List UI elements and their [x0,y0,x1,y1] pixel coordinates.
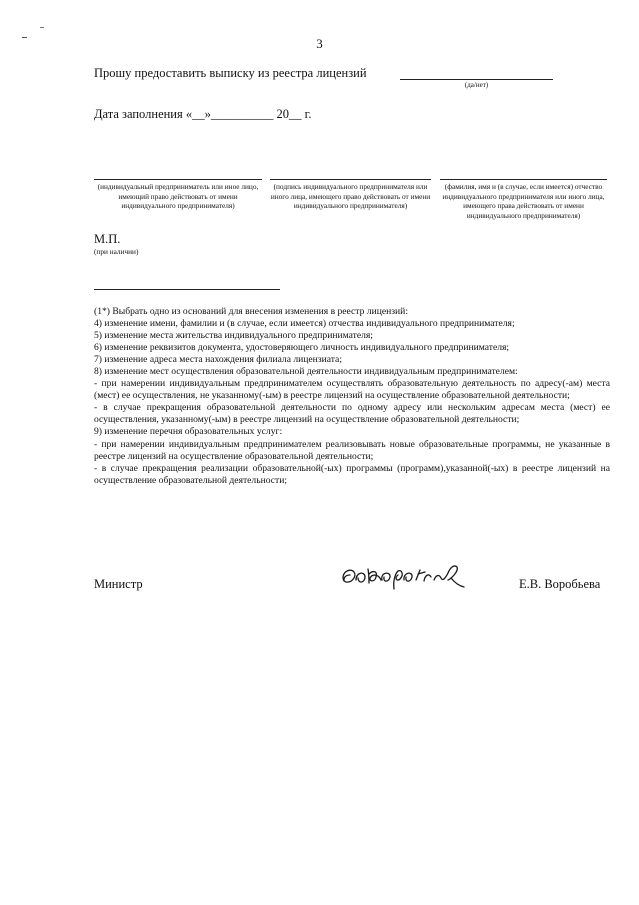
signature-field-line [94,179,262,180]
signature-caption: (подпись индивидуального предпринимателя или иного лица, имеющего право действовать от имени индивидуального предпринимателя) [270,182,431,210]
signer-title: Министр [94,577,143,591]
signature-field-line [440,179,607,180]
footnote-line: 5) изменение места жительства индивидуального предпринимателя; [94,330,373,342]
answer-field-line [400,79,553,80]
extract-request-text: Прошу предоставить выписку из реестра лицензий [94,66,367,80]
footnote-line: (1*) Выбрать одно из оснований для внесения изменения в реестр лицензий: [94,306,408,317]
handwritten-signature [338,553,468,599]
footnote-line: 8) изменение мест осуществления образовательной деятельности индивидуальным предпринимателем: [94,366,518,378]
footnote-line: - при намерении индивидуальным предпринимателем реализовывать новые образовательные программы, не указанные в реестре лицензий на осуществление образовательной деятельности; [94,438,610,462]
footnote-line: - в случае прекращения образовательной деятельности по одному адресу или нескольким адресам места (мест) ее осуществления, указанному(-ым) в реестре лицензий на осуществление образовательной деятельности; [94,402,610,426]
scan-mark [40,27,44,28]
footnote-line: - при намерении индивидуальным предпринимателем осуществлять образовательную деятельность по адресу(-ам) места (мест) ее осуществления, не указанному(-ым) в реестре лицензий на осуществление образовательной деятельности; [94,378,610,402]
full-name-caption: (фамилия, имя и (в случае, если имеется) отчество индивидуального предпринимателя или иного лица, имеющего права действовать от имени индивидуального предпринимателя) [442,182,605,220]
page-number: 3 [316,36,323,51]
footnote-line: 7) изменение адреса места нахождения филиала лицензиата; [94,354,342,366]
stamp-label: М.П. [94,232,121,246]
footnote-line: 9) изменение перечня образовательных услуг: [94,426,283,438]
signer-role-caption: (индивидуальный предприниматель или иное лицо, имеющий право действовать от имени индивидуального предпринимателя) [97,182,259,210]
answer-hint: (да/нет) [464,81,489,89]
signature-field-line [270,179,431,180]
stamp-note: (при наличии) [94,247,139,256]
footnote-line: - в случае прекращения реализации образовательной(-ых) программы (программ),указанной(-ых) в реестре лицензий на осуществление образовательной деятельности; [94,462,610,486]
footnote-line: 6) изменение реквизитов документа, удостоверяющего личность индивидуального предпринимателя; [94,342,510,354]
fill-date-line: Дата заполнения «__»__________ 20__ г. [94,107,312,121]
footnote-separator [94,289,280,290]
footnote-block [94,306,610,487]
signer-name: Е.В. Воробьева [519,577,601,591]
footnote-line: 4) изменение имени, фамилии и (в случае, если имеется) отчества индивидуального предпринимателя; [94,318,515,330]
